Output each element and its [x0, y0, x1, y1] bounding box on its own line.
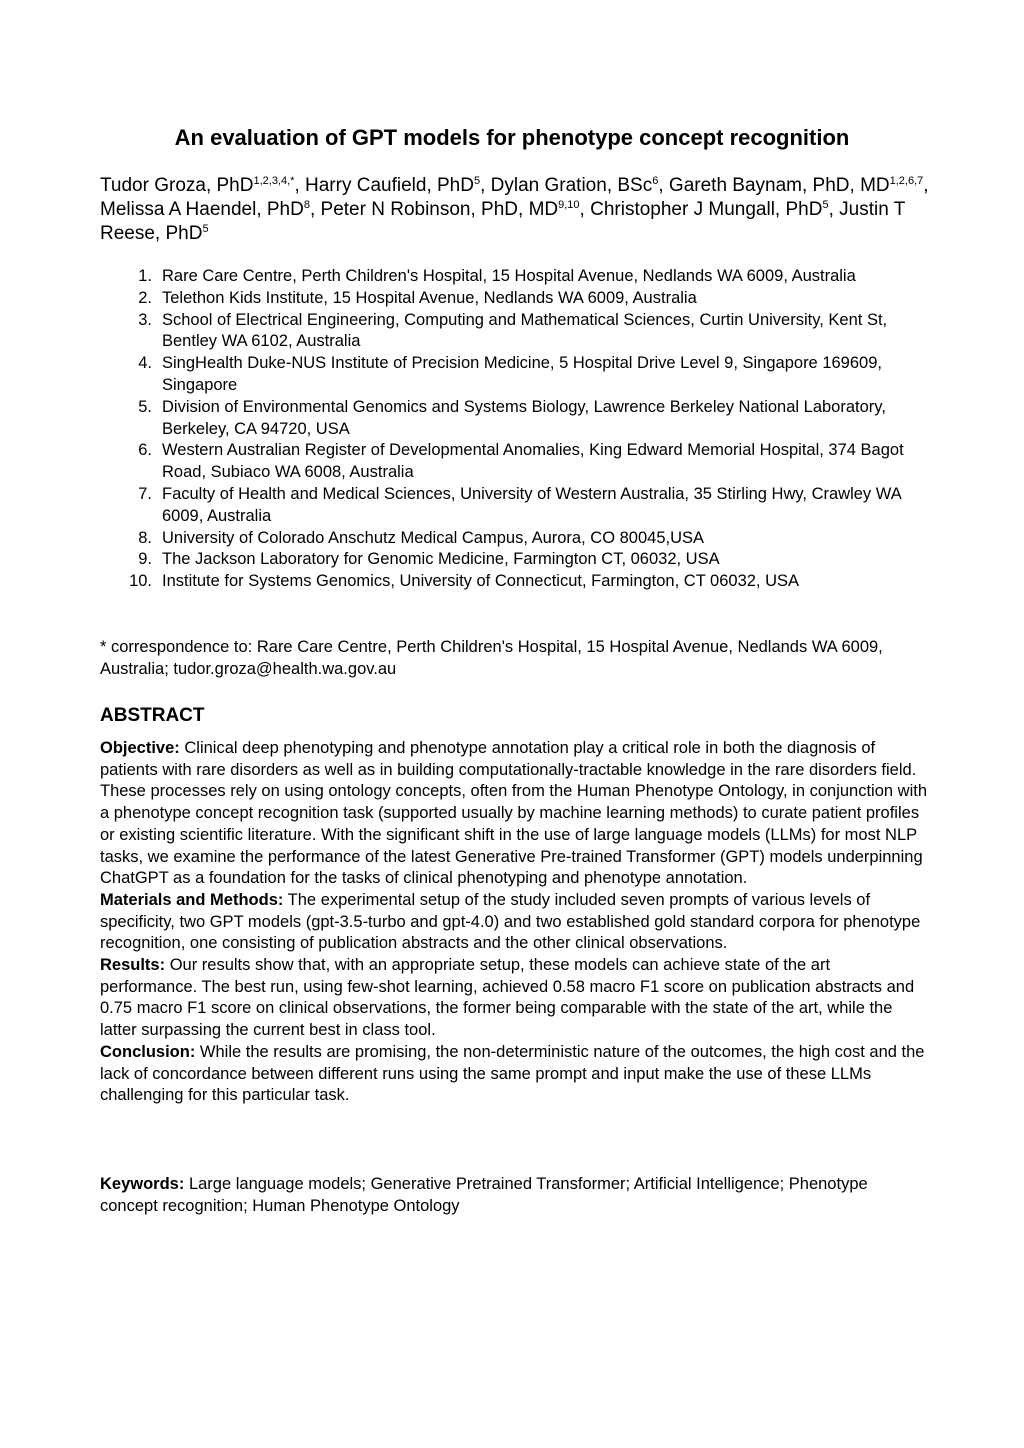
affiliation-number: 6.	[138, 441, 152, 460]
abstract-conclusion	[100, 1042, 930, 1107]
author-name: Harry Caufield, PhD	[305, 175, 474, 196]
author-name: Dylan Gration, BSc	[490, 175, 653, 196]
abstract-objective	[100, 738, 930, 890]
abstract-results	[100, 955, 930, 1042]
section-label: Results:	[100, 956, 166, 975]
affiliation-text: Faculty of Health and Medical Sciences, University of Western Australia, 35 Stirling Hwy, Crawley WA 6009, Australia	[162, 484, 901, 525]
affiliation-item	[100, 440, 930, 484]
affiliation-number: 5.	[138, 397, 152, 416]
section-text: The experimental setup of the study included seven prompts of various levels of specificity, two GPT models (gpt-3.5-turbo and gpt-4.0) and two established gold standard corpora for phenotype recognition, one consisting of publication abstracts and the other clinical observations.	[100, 890, 921, 953]
abstract-methods	[100, 890, 930, 955]
affiliation-list	[100, 266, 930, 593]
section-text: Our results show that, with an appropriate setup, these models can achieve state of the art performance. The best run, using few-shot learning, achieved 0.58 macro F1 score on publication abstracts and 0.75 macro F1 score on clinical observations, the former being comparable with the state of the art, while the latter surpassing the current best in class tool.	[100, 956, 915, 1040]
author-affiliation-sup: 5	[473, 175, 481, 187]
author-name: Christopher J Mungall, PhD	[590, 199, 823, 220]
section-label: Materials and Methods:	[100, 890, 284, 909]
author-name: Peter N Robinson, PhD, MD	[320, 199, 559, 220]
author-name: Justin T Reese, PhD	[100, 199, 905, 244]
affiliation-item	[100, 353, 930, 397]
affiliation-item	[100, 266, 930, 288]
affiliation-number: 1.	[138, 267, 152, 285]
author-affiliation-sup: 1,2,3,4,*	[253, 175, 295, 187]
affiliation-text: Telethon Kids Institute, 15 Hospital Avenue, Nedlands WA 6009, Australia	[162, 288, 697, 307]
section-label: Conclusion:	[100, 1042, 196, 1061]
author-affiliation-sup: 9,10	[558, 199, 580, 211]
affiliation-item	[100, 288, 930, 310]
author-affiliation-sup: 5	[822, 199, 829, 211]
affiliation-number: 7.	[138, 484, 152, 503]
affiliation-number: 8.	[138, 528, 152, 547]
affiliation-item	[100, 528, 930, 550]
keywords-label: Keywords:	[100, 1175, 185, 1193]
section-text: While the results are promising, the non-deterministic nature of the outcomes, the high cost and the lack of concordance between different runs using the same prompt and input make the use of these LLMs challenging for this particular task.	[100, 1042, 925, 1105]
affiliation-item	[100, 484, 930, 528]
keywords-text: Large language models; Generative Pretrained Transformer; Artificial Intelligence; Phenotype concept recognition; Human Phenotype Ontology	[100, 1175, 868, 1215]
affiliation-text: Western Australian Register of Developmental Anomalies, King Edward Memorial Hospital, 374 Bagot Road, Subiaco WA 6008, Australia	[162, 441, 904, 482]
affiliation-number: 4.	[138, 354, 152, 373]
author-affiliation-sup: 1,2,6,7	[889, 175, 924, 187]
affiliation-text: Institute for Systems Genomics, University of Connecticut, Farmington, CT 06032, USA	[162, 572, 800, 591]
affiliation-item	[100, 571, 930, 593]
affiliation-number: 3.	[138, 310, 152, 329]
author-affiliation-sup: 6	[652, 175, 659, 187]
affiliation-item	[100, 397, 930, 441]
keywords	[100, 1174, 930, 1218]
abstract-heading: ABSTRACT	[100, 705, 205, 726]
paper-title: An evaluation of GPT models for phenotype concept recognition	[174, 125, 850, 150]
affiliation-item	[100, 310, 930, 354]
affiliation-text: Division of Environmental Genomics and Systems Biology, Lawrence Berkeley National Laboratory, Berkeley, CA 94720, USA	[162, 397, 886, 438]
section-label: Objective:	[100, 739, 180, 757]
correspondence-note: * correspondence to: Rare Care Centre, Perth Children's Hospital, 15 Hospital Avenue, Nedlands WA 6009, Australia; tudor.groza@health.wa.gov.au	[100, 638, 883, 678]
author-affiliation-sup: 8	[303, 199, 310, 211]
author-name: Tudor Groza, PhD	[100, 175, 254, 196]
affiliation-number: 9.	[138, 550, 152, 569]
section-text: Clinical deep phenotyping and phenotype annotation play a critical role in both the diagnosis of patients with rare disorders as well as in building computationally-tractable knowledge in the rare disorders field. These processes rely on using ontology concepts, often from the Human Phenotype Ontology, in conjunction with a phenotype concept recognition task (supported usually by machine learning methods) to curate patient profiles or existing scientific literature. With the significant shift in the use of large language models (LLMs) for most NLP tasks, we examine the performance of the latest Generative Pre-trained Transformer (GPT) models underpinning ChatGPT as a foundation for the tasks of clinical phenotyping and phenotype annotation.	[100, 739, 927, 888]
author-affiliation-sup: 5	[202, 223, 209, 235]
affiliation-text: The Jackson Laboratory for Genomic Medicine, Farmington CT, 06032, USA	[162, 550, 720, 569]
affiliation-text: University of Colorado Anschutz Medical Campus, Aurora, CO 80045,USA	[162, 528, 705, 547]
affiliation-number: 2.	[138, 288, 152, 307]
affiliation-text: SingHealth Duke-NUS Institute of Precision Medicine, 5 Hospital Drive Level 9, Singapore 169609, Singapore	[162, 354, 882, 394]
author-list: Tudor Groza, PhD$^{1,2,3,4,*}$, Harry Caufield, PhD$^5$, Dylan Gration, BSc$^6$, Gareth Baynam, PhD, MD$^{1,2,6,7}$, Melissa A Haendel, PhD$^8$, Peter N Robinson, PhD, MD$^{9,10}$, Christopher J Mungall, PhD$^5$, Justin T Reese, PhD$^5$	[100, 175, 929, 244]
affiliation-item	[100, 549, 930, 571]
abstract-body	[100, 738, 930, 1107]
affiliation-text: School of Electrical Engineering, Computing and Mathematical Sciences, Curtin University, Kent St, Bentley WA 6102, Australia	[162, 310, 888, 351]
affiliation-number: 10.	[129, 572, 152, 591]
author-name: Melissa A Haendel, PhD	[100, 199, 304, 220]
affiliation-text: Rare Care Centre, Perth Children's Hospital, 15 Hospital Avenue, Nedlands WA 6009, Australia	[162, 267, 856, 285]
author-name: Gareth Baynam, PhD, MD	[668, 175, 890, 196]
